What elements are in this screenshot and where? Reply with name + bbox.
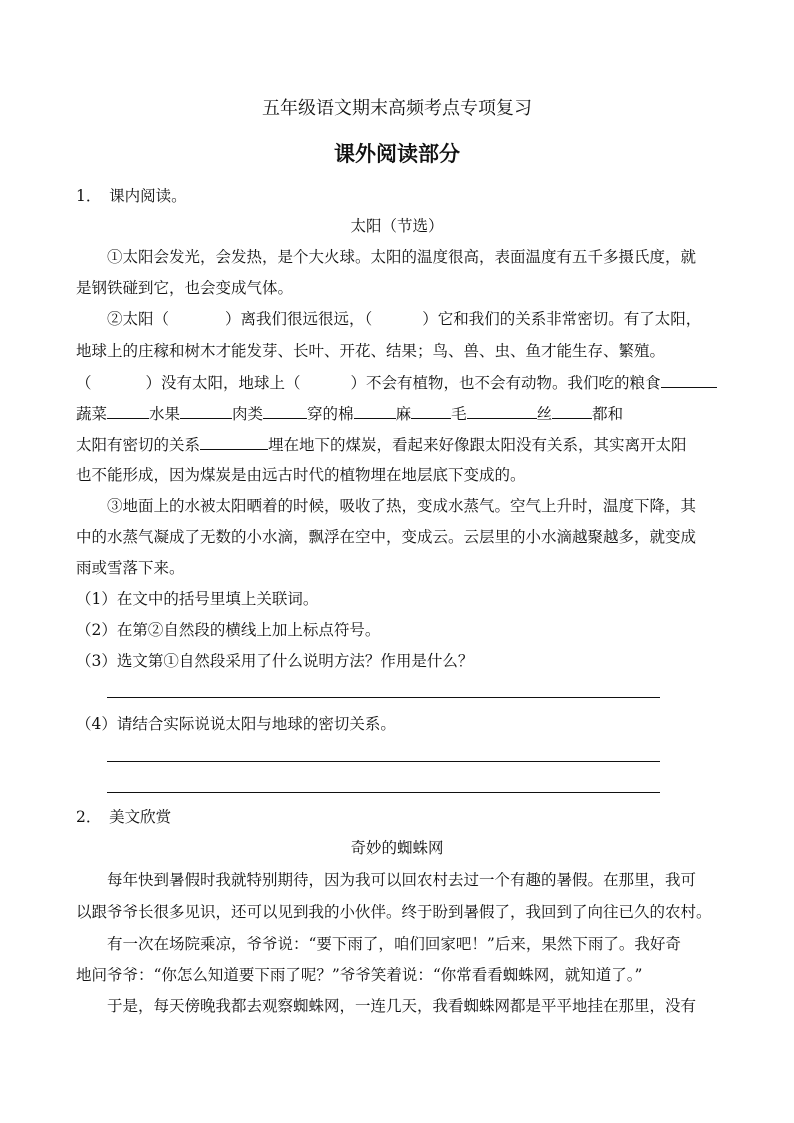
punctuation-blank[interactable] [411,403,451,419]
punctuation-blank[interactable] [263,403,307,419]
page-subtitle: 五年级语文期末高频考点专项复习 [262,98,532,119]
passage-1-title: 太阳（节选） [350,217,444,235]
punctuation-blank[interactable] [661,372,717,388]
paragraph-1-line: 是钢铁碰到它，也会变成气体。 [76,279,294,297]
question-1-sub-2: （2）在第②自然段的横线上加上标点符号。 [76,621,381,639]
text-segment: ）不会有植物，也不会有动物。我们吃的粮食 [350,374,661,392]
text-segment: ）没有太阳，地球上（ [145,374,301,392]
text-segment: 肉类 [232,405,264,423]
answer-line[interactable] [107,792,660,793]
paragraph-3-line: 雨或雪落下来。 [76,559,185,577]
paragraph-3-line: 中的水蒸气凝成了无数的小水滴，飘浮在空中，变成云。云层里的小水滴越聚越多，就变成 [76,528,697,546]
passage-2-line: 于是，每天傍晚我都去观察蜘蛛网，一连几天，我看蜘蛛网都是平平地挂在那里，没有 [107,997,697,1015]
paragraph-2-line [76,403,623,424]
paragraph-2-line: 也不能形成，因为煤炭是由远古时代的植物埋在地层底下变成的。 [76,466,526,484]
passage-2-title: 奇妙的蜘蛛网 [350,839,444,857]
punctuation-blank[interactable] [200,434,268,450]
text-segment: ）离我们很远很远，（ [225,310,373,328]
passage-2-line: 地问爷爷：“你怎么知道要下雨了呢？”爷爷笑着说：“你常看看蜘蛛网，就知道了。” [76,966,643,984]
paragraph-1-line: ①太阳会发光，会发热，是个大火球。太阳的温度很高，表面温度有五千多摄氏度，就 [107,248,697,266]
text-segment: 蔬菜 [76,405,108,423]
text-segment: 太阳有密切的关系 [76,436,201,454]
text-segment: 埋在地下的煤炭，看起来好像跟太阳没有关系，其实离开太阳 [268,436,687,454]
punctuation-blank[interactable] [552,403,592,419]
paragraph-3-line: ③地面上的水被太阳晒着的时候，吸收了热，变成水蒸气。空气上升时，温度下降，其 [107,497,697,515]
punctuation-blank[interactable] [467,403,537,419]
text-segment: 穿的棉 [307,405,354,423]
punctuation-blank[interactable] [354,403,396,419]
passage-2-line: 以跟爷爷长很多见识，还可以见到我的小伙伴。终于盼到暑假了，我回到了向往已久的农村。 [76,903,712,921]
passage-2-line: 每年快到暑假时我就特别期待，因为我可以回农村去过一个有趣的暑假。在那里，我可 [107,871,697,889]
paragraph-2-line [76,434,687,455]
punctuation-blank[interactable] [180,403,232,419]
text-segment: 水果 [149,405,181,423]
text-segment: 麻 [395,405,412,423]
question-1-sub-1: （1）在文中的括号里填上关联词。 [76,590,319,608]
paragraph-2-line [107,309,701,329]
text-segment: 都和 [592,405,624,423]
question-1-sub-3: （3）选文第①自然段采用了什么说明方法？作用是什么？ [76,652,474,670]
passage-2-line: 有一次在场院乘凉，爷爷说：“要下雨了，咱们回家吧！”后来，果然下雨了。我好奇 [107,935,681,953]
answer-line[interactable] [107,697,660,698]
text-segment: （ [76,374,92,392]
text-segment: ②太阳（ [107,310,170,328]
question-1-label: 1． 课内阅读。 [76,187,187,205]
paragraph-2-line [76,372,717,393]
text-segment: ）它和我们的关系非常密切。有了太阳， [422,310,702,328]
text-segment: 毛 [451,405,467,423]
punctuation-blank[interactable] [107,403,149,419]
answer-line[interactable] [107,761,660,762]
page-title: 课外阅读部分 [334,142,460,166]
paragraph-2-line: 地球上的庄稼和树木才能发芽、长叶、开花、结果；鸟、兽、虫、鱼才能生存、繁殖。 [76,342,666,360]
question-1-sub-4: （4）请结合实际说说太阳与地球的密切关系。 [76,715,396,733]
text-segment: 丝 [536,405,553,423]
question-2-label: 2． 美文欣赏 [76,808,172,826]
